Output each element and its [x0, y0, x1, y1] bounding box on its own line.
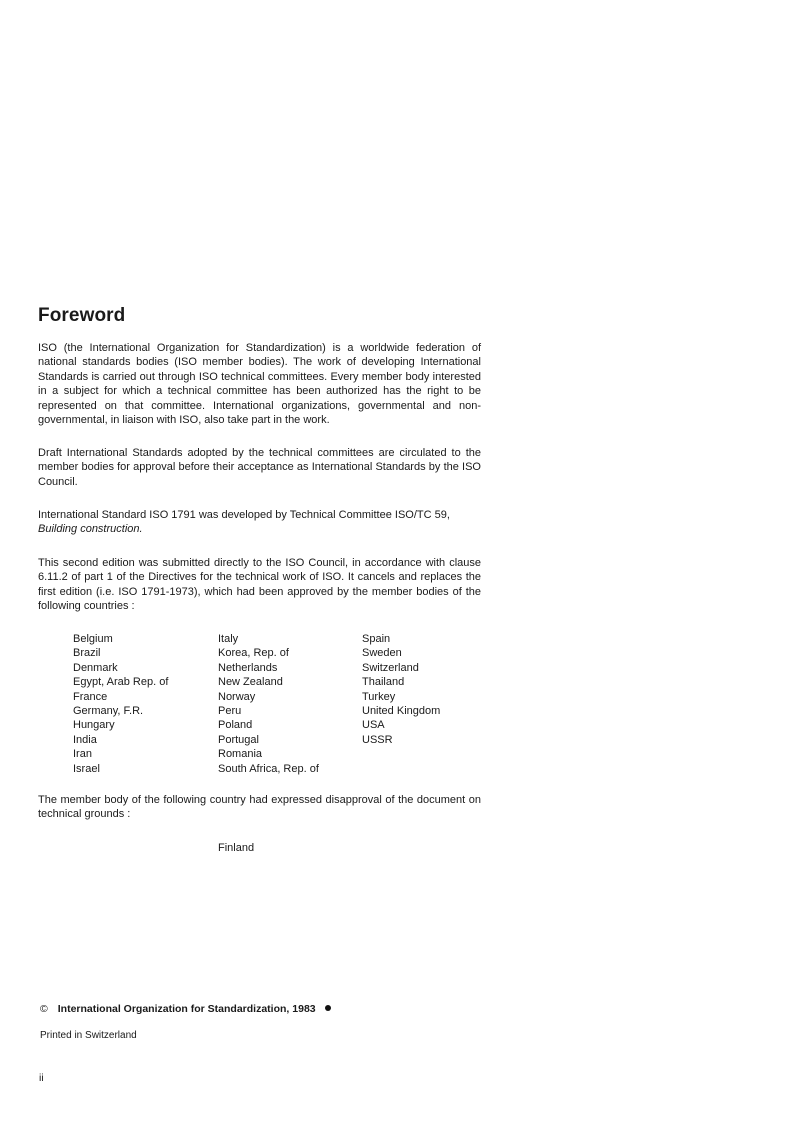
paragraph-draft-standards: Draft International Standards adopted by the technical committees are circulated to the member bodies for approval before their acceptance as International Standards by the ISO Council.: [38, 447, 481, 488]
country-item: Poland: [218, 719, 253, 732]
country-item: Italy: [218, 633, 239, 645]
country-item: Germany, F.R.: [73, 705, 144, 718]
country-item: United Kingdom: [362, 705, 441, 718]
country-column-2: [218, 632, 319, 776]
country-item: USA: [362, 719, 385, 732]
bullet-icon: [325, 1005, 331, 1011]
paragraph-disapproval: The member body of the following country had expressed disapproval of the document on technical grounds :: [38, 794, 481, 821]
country-item: Belgium: [73, 633, 113, 645]
page-number: ii: [39, 1072, 44, 1084]
country-item: Iran: [73, 748, 92, 761]
committee-title: Building construction.: [38, 523, 143, 536]
paragraph-second-edition: This second edition was submitted directly to the ISO Council, in accordance with clause 6.11.2 of part 1 of the Directives for the technical work of ISO. It cancels and replaces the first edition (i.e. ISO 1791-1973), which had been approved by the member bodies of the following countries :: [38, 557, 481, 613]
country-item: Egypt, Arab Rep. of: [73, 676, 169, 689]
country-item: USSR: [362, 733, 393, 746]
country-item: Korea, Rep. of: [218, 647, 289, 660]
country-item: Sweden: [362, 647, 402, 660]
country-item: Switzerland: [362, 661, 419, 674]
copyright-icon: ©: [40, 1003, 48, 1015]
country-item: Spain: [362, 633, 391, 645]
country-item: New Zealand: [218, 676, 283, 689]
country-item: France: [73, 690, 108, 703]
country-item: Peru: [218, 705, 242, 718]
country-column-1: [73, 632, 168, 776]
country-item: Hungary: [73, 719, 115, 732]
country-item: Israel: [73, 762, 100, 775]
country-item: Netherlands: [218, 661, 278, 674]
page-title: Foreword: [38, 305, 126, 326]
country-item: Thailand: [362, 676, 405, 689]
country-item: South Africa, Rep. of: [218, 762, 319, 775]
paragraph-development: [38, 508, 481, 537]
copyright-text: International Organization for Standardization, 1983: [57, 1003, 316, 1015]
country-item: Romania: [218, 748, 263, 761]
country-item: Norway: [218, 690, 256, 703]
country-item: Turkey: [362, 690, 396, 703]
copyright-line: [40, 1003, 331, 1015]
disapproving-country: Finland: [218, 842, 255, 854]
country-item: Portugal: [218, 733, 259, 746]
country-item: Denmark: [73, 661, 118, 674]
printed-location: Printed in Switzerland: [40, 1030, 137, 1041]
country-item: Brazil: [73, 647, 101, 660]
development-text: International Standard ISO 1791 was developed by Technical Committee ISO/TC 59,: [38, 509, 450, 521]
country-item: India: [73, 733, 97, 746]
country-column-3: [362, 632, 440, 747]
paragraph-iso-intro: ISO (the International Organization for Standardization) is a worldwide federation of national standards bodies (ISO member bodies). The work of developing International Standards is carried out through ISO technical committees. Every member body interested in a subject for which a technical committee has been authorized has the right to be represented on that committee. International organizations, governmental and non-governmental, in liaison with ISO, also take part in the work.: [38, 342, 481, 427]
